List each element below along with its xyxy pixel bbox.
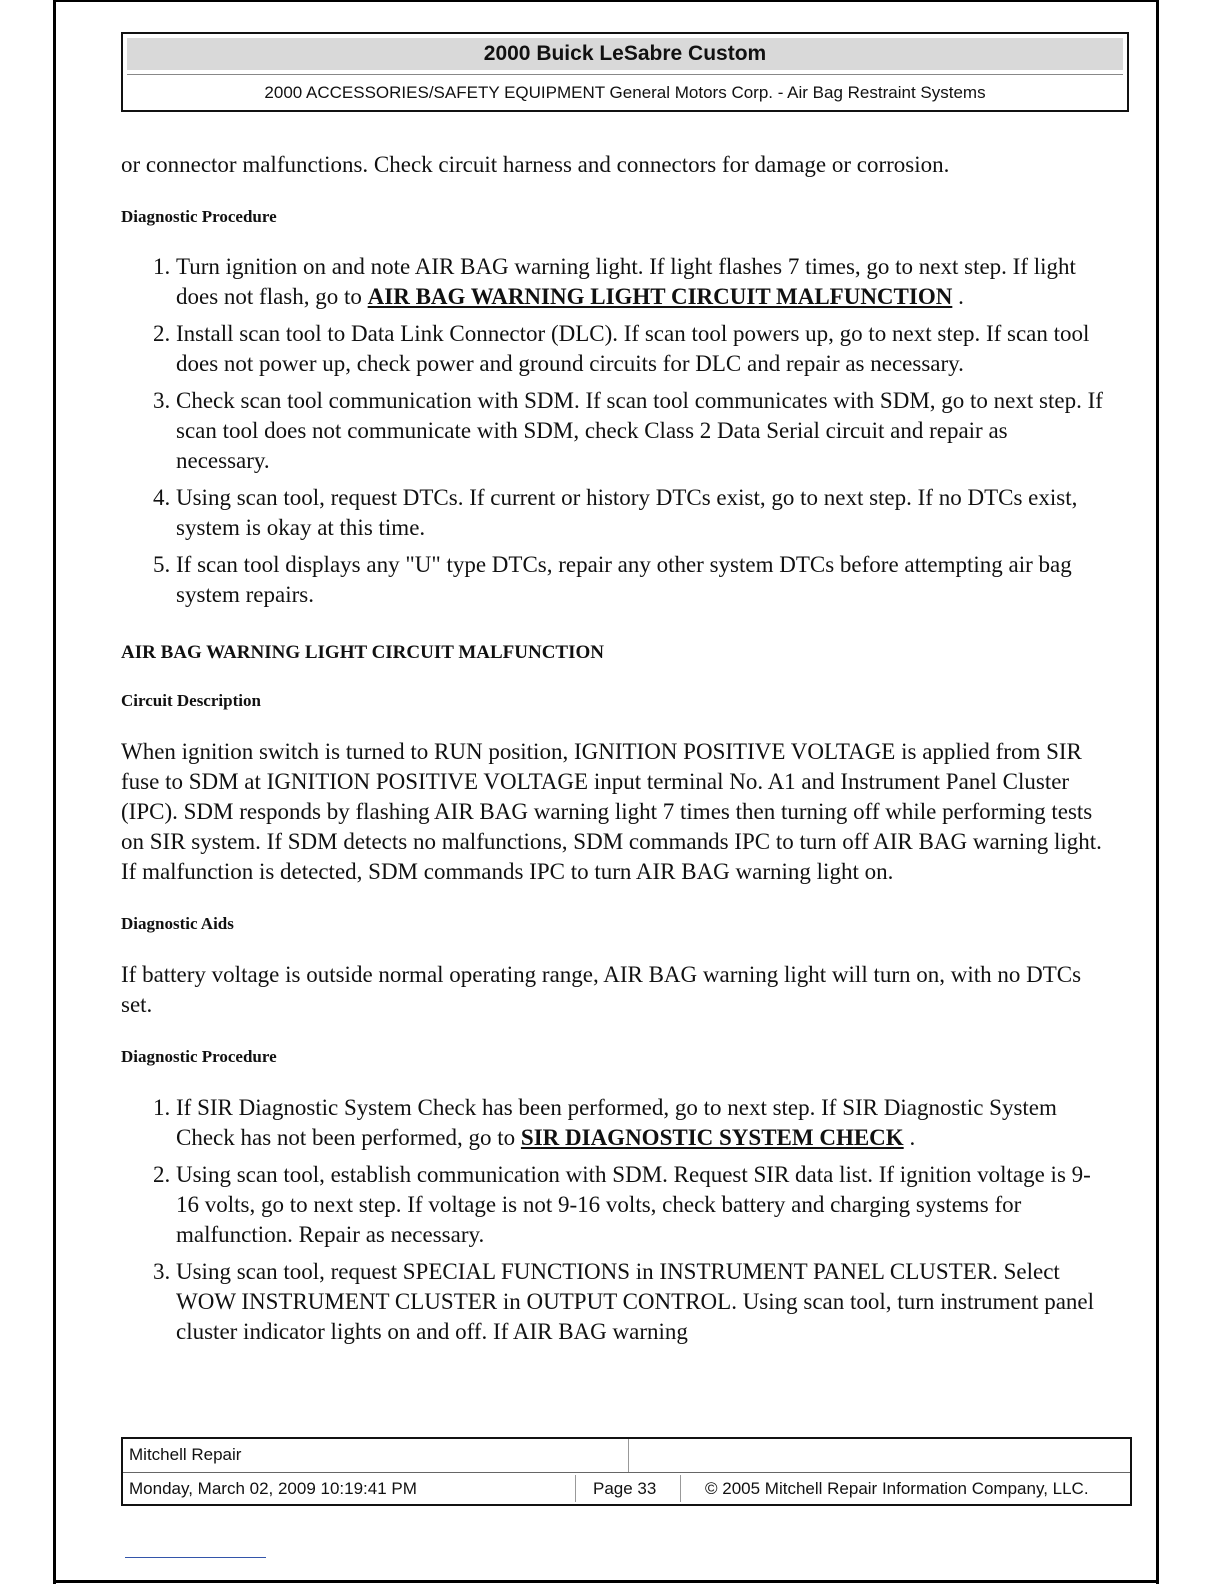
document-header	[121, 32, 1129, 112]
footer-source: Mitchell Repair	[129, 1445, 242, 1464]
page-border-top	[53, 0, 1159, 2]
footer-divider	[680, 1475, 681, 1502]
footer-row-bottom	[123, 1473, 1130, 1504]
list-item: 2. Install scan tool to Data Link Connector (DLC). If scan tool powers up, go to next step. If scan tool does not power up, check power and ground circuits for DLC and repair as necessary.	[176, 319, 1106, 379]
step-text-end: .	[952, 284, 964, 309]
page-border-right	[1156, 0, 1159, 1584]
header-divider	[127, 74, 1123, 75]
sir-diagnostic-system-check-link[interactable]: SIR DIAGNOSTIC SYSTEM CHECK	[520, 1125, 904, 1150]
circuit-description-heading: Circuit Description	[121, 691, 261, 710]
list-item	[176, 1093, 1106, 1153]
footer-copyright: © 2005 Mitchell Repair Information Company, LLC.	[705, 1479, 1089, 1498]
list-item: 2. Using scan tool, establish communication with SDM. Request SIR data list. If ignition voltage is 9-16 volts, go to next step. If voltage is not 9-16 volts, check battery and charging systems for malfunction. Repair as necessary.	[176, 1160, 1106, 1250]
page-border-left	[53, 0, 56, 1584]
list-item	[176, 252, 1106, 312]
list-item: 3. Check scan tool communication with SDM. If scan tool communicates with SDM, go to next step. If scan tool does not communicate with SDM, check Class 2 Data Serial circuit and repair as necessary.	[176, 386, 1106, 476]
diagnostic-procedure-list-2	[121, 1093, 1106, 1347]
step-text: Turn ignition on and note AIR BAG warning light. If light flashes 7 times, go to next step. If light does not flash, go to	[176, 254, 1076, 309]
document-footer	[121, 1437, 1132, 1506]
diagnostic-procedure-heading-2: Diagnostic Procedure	[121, 1047, 277, 1066]
list-item: 4. Using scan tool, request DTCs. If current or history DTCs exist, go to next step. If no DTCs exist, system is okay at this time.	[176, 483, 1106, 543]
footer-divider	[575, 1475, 576, 1502]
list-item: 5. If scan tool displays any "U" type DTCs, repair any other system DTCs before attempting air bag system repairs.	[176, 550, 1106, 610]
footer-row-top	[123, 1439, 1130, 1473]
diagnostic-aids-paragraph: If battery voltage is outside normal operating range, AIR BAG warning light will turn on, with no DTCs set.	[121, 962, 1082, 1017]
step-text-end: .	[903, 1125, 916, 1150]
footer-divider	[628, 1439, 629, 1472]
document-subtitle: 2000 ACCESSORIES/SAFETY EQUIPMENT General Motors Corp. - Air Bag Restraint Systems	[264, 83, 986, 102]
circuit-description-paragraph: When ignition switch is turned to RUN position, IGNITION POSITIVE VOLTAGE is applied from SIR fuse to SDM at IGNITION POSITIVE VOLTAGE input terminal No. A1 and Instrument Panel Cluster (IPC). SDM responds by flashing AIR BAG warning light 7 times then turning off while performing tests on SIR system. If SDM detects no malfunctions, SDM commands IPC to turn off AIR BAG warning light. If malfunction is detected, SDM commands IPC to turn AIR BAG warning light on.	[121, 739, 1102, 884]
footer-page-number: Page 33	[593, 1479, 657, 1498]
footer-date: Monday, March 02, 2009 10:19:41 PM	[129, 1479, 417, 1498]
intro-paragraph: or connector malfunctions. Check circuit harness and connectors for damage or corrosion.	[121, 152, 950, 177]
document-title: 2000 Buick LeSabre Custom	[127, 38, 1123, 70]
document-body	[121, 150, 1106, 1354]
diagnostic-aids-heading: Diagnostic Aids	[121, 914, 234, 933]
air-bag-warning-light-link[interactable]: AIR BAG WARNING LIGHT CIRCUIT MALFUNCTION	[367, 284, 953, 309]
diagnostic-procedure-list	[121, 252, 1106, 610]
page-border-bottom	[53, 1580, 1159, 1583]
diagnostic-procedure-heading: Diagnostic Procedure	[121, 207, 277, 226]
section-title: AIR BAG WARNING LIGHT CIRCUIT MALFUNCTION	[121, 642, 604, 663]
list-item: 3. Using scan tool, request SPECIAL FUNCTIONS in INSTRUMENT PANEL CLUSTER. Select WOW INSTRUMENT CLUSTER in OUTPUT CONTROL. Using scan tool, turn instrument panel cluster indicator lights on and off. If AIR BAG warning	[176, 1257, 1106, 1347]
bottom-link-underline	[125, 1557, 266, 1558]
step-text: If SIR Diagnostic System Check has been performed, go to next step. If SIR Diagnostic System Check has not been performed, go to	[176, 1095, 1057, 1150]
